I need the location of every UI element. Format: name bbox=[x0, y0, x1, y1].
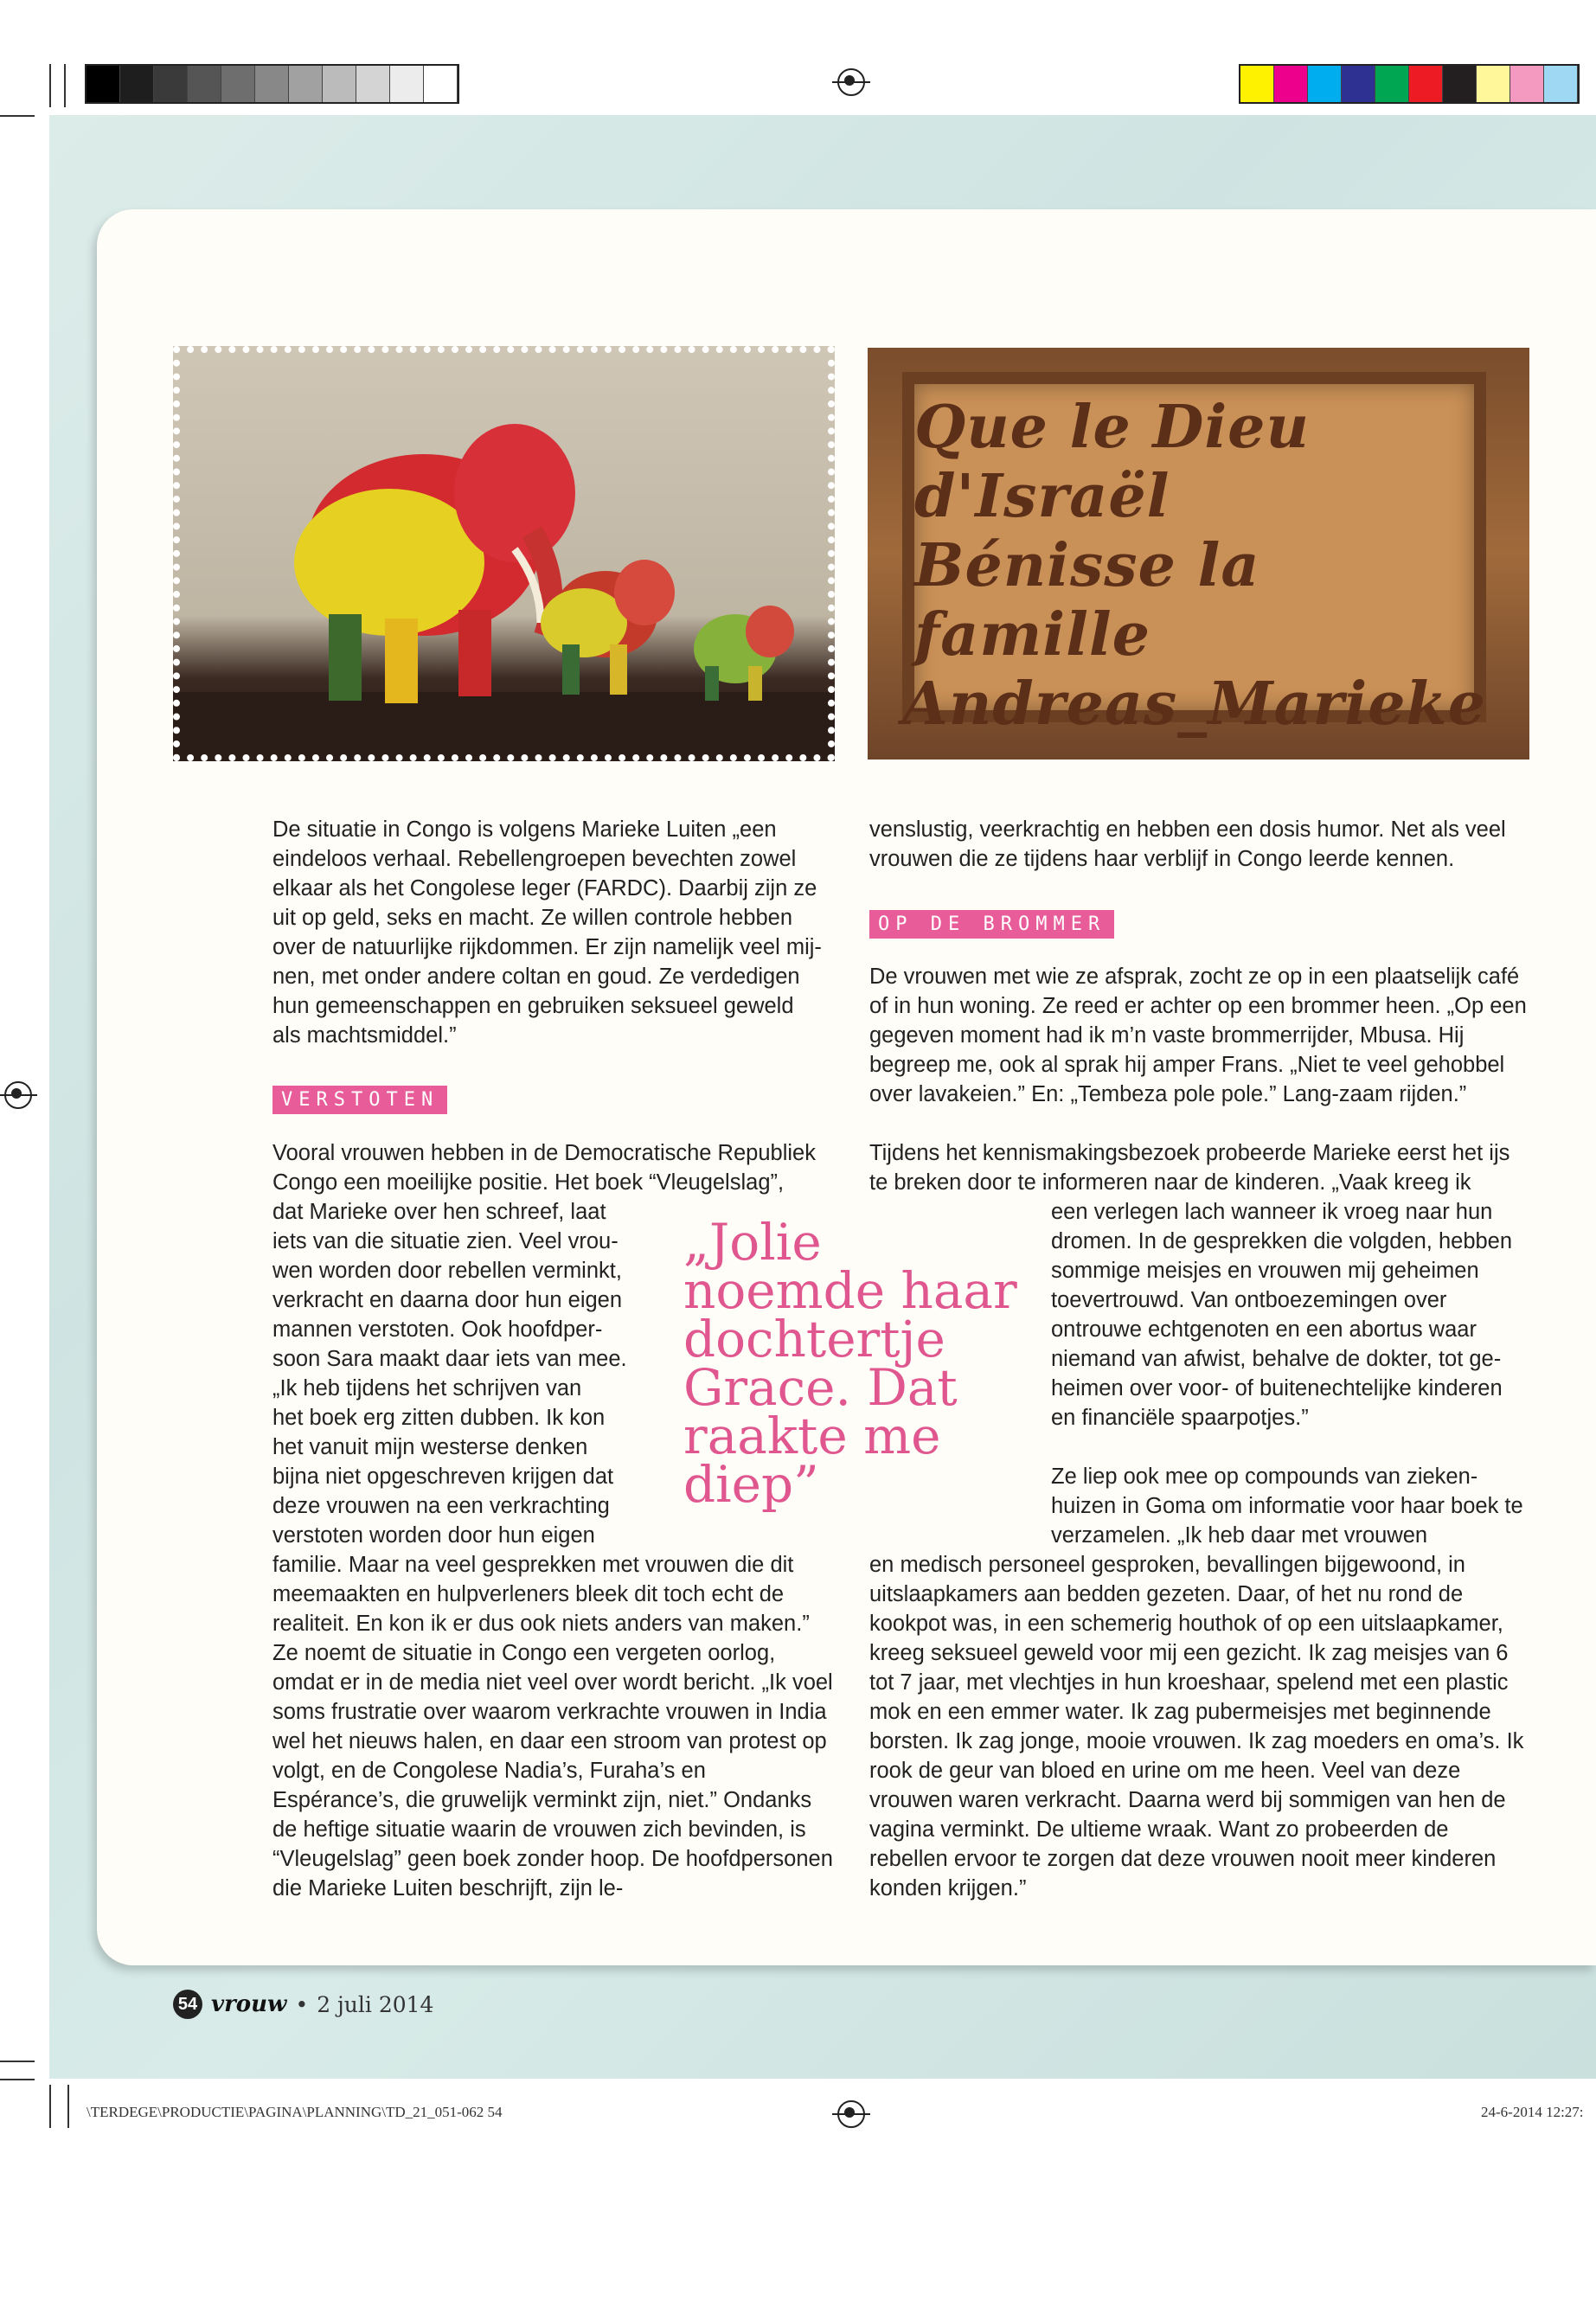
gray-swatch bbox=[120, 66, 154, 102]
color-swatch bbox=[1375, 66, 1409, 102]
color-swatch bbox=[1342, 66, 1375, 102]
right-column-paragraph-3-rest bbox=[869, 1550, 1531, 1903]
plaque-line: Bénisse la famille bbox=[914, 531, 1260, 670]
plaque-photo bbox=[868, 348, 1529, 760]
text-line: Vooral vrouwen hebben in de Democratische Republiek bbox=[272, 1141, 816, 1165]
right-column-paragraph-3-narrow bbox=[1051, 1462, 1527, 1550]
paragraph: en medisch personeel gesproken, bevallingen bijgewoond, in uitslaapkamers aan bedden gezeten. Daar, of het nu rond de kookpot was, in een schemerig houthok of op een uitslaapkamer, kreeg seksueel geweld voor mij een gezicht. Ik zag meisjes van 6 tot 7 jaar, met vlechtjes in hun kroeshaar, spelend met een plastic mok en een emmer water. Ik zag pubermeisjes met beginnende borsten. Ik zag jonge, mooie vrouwen. Ik zag moeders en oma’s. Ik rook de geur van bloed en urine om me heen. Veel van deze vrouwen waren verkracht. Daarna werd bij sommigen van hen de vagina verminkt. De ultieme wraak. Want zo probeerden de rebellen ervoor te zorgen dat deze vrouwen nooit meer kinderen konden krijgen.” bbox=[869, 1553, 1524, 1900]
text-line: soon Sara maakt daar iets van mee. bbox=[272, 1347, 627, 1371]
gray-swatch bbox=[390, 66, 424, 102]
right-column-paragraph-2-narrow bbox=[1051, 1197, 1527, 1433]
heading-label: VERSTOTEN bbox=[272, 1086, 447, 1114]
registration-target-icon bbox=[837, 68, 865, 96]
page-number: 54 bbox=[173, 1990, 202, 2019]
section-heading-verstoten bbox=[272, 1086, 447, 1114]
crop-mark bbox=[0, 2061, 35, 2062]
text-line: Congo een moeilijke positie. Het boek “Vleugelslag”, bbox=[272, 1170, 785, 1195]
crop-mark bbox=[49, 2085, 51, 2128]
gray-swatch bbox=[255, 66, 289, 102]
crop-mark bbox=[0, 115, 35, 117]
left-column-intro bbox=[272, 815, 826, 1050]
gray-swatch bbox=[424, 66, 458, 102]
gray-swatch bbox=[188, 66, 221, 102]
grayscale-color-bar bbox=[85, 64, 459, 104]
footer-separator: • bbox=[295, 1991, 309, 2017]
text-line: iets van die situatie zien. Veel vrou- bbox=[272, 1229, 619, 1253]
page-footer bbox=[173, 1990, 433, 2019]
color-swatch bbox=[1477, 66, 1510, 102]
plaque-line: Que le Dieu d'Israël bbox=[914, 393, 1310, 531]
elephant-figurines-photo bbox=[173, 346, 835, 761]
gray-swatch bbox=[87, 66, 120, 102]
color-swatch bbox=[1409, 66, 1443, 102]
pull-quote: „Jolie noemde haar dochtertje Grace. Dat raakte me diep” bbox=[683, 1213, 1017, 1514]
registration-target-icon bbox=[837, 2100, 865, 2128]
gray-swatch bbox=[356, 66, 390, 102]
crop-mark bbox=[49, 64, 51, 107]
crop-mark bbox=[0, 2079, 35, 2080]
issue-date: 2 juli 2014 bbox=[317, 1991, 434, 2017]
right-column-paragraph-1 bbox=[869, 962, 1527, 1109]
gray-swatch bbox=[323, 66, 356, 102]
paragraph: De vrouwen met wie ze afsprak, zocht ze op in een plaatselijk café of in hun woning. Ze reed er achter op een brommer heen. „Op een gegeven moment had ik m’n vaste brommerrijder, Mbusa. Hij begreep me, ook al sprak hij amper Frans. „Niet te veel gehobbel over lavakeien.” En: „Tembeza pole pole.” Lang-zaam rijden.” bbox=[869, 965, 1527, 1106]
production-timestamp: 24-6-2014 12:27: bbox=[1481, 2104, 1584, 2120]
text-line: het vanuit mijn westerse denken bbox=[272, 1435, 588, 1459]
crop-mark bbox=[64, 64, 66, 107]
embroidered-plaque bbox=[902, 372, 1486, 739]
plaque-line: Andreas_Marieke bbox=[902, 670, 1486, 739]
right-column-intro bbox=[869, 815, 1531, 874]
paragraph: De situatie in Congo is volgens Marieke Luiten „een eindeloos verhaal. Rebellengroepen bevechten zowel elkaar als het Congolese leger (FARDC). Daarbij zijn ze uit op geld, seks en macht. Ze willen controle hebben over de natuurlijke rijkdommen. Er zijn namelijk veel mij-nen, met onder andere coltan en goud. Ze verdedigen hun gemeenschappen en gebruiken seksueel geweld als machtsmiddel.” bbox=[272, 817, 822, 1048]
paragraph: Tijdens het kennismakingsbezoek probeerde Marieke eerst het ijs te breken door te informeren naar de kinderen. „Vaak kreeg ik bbox=[869, 1141, 1510, 1195]
text-line: bijna niet opgeschreven krijgen dat bbox=[272, 1465, 614, 1489]
paragraph: Ze liep ook mee op compounds van zieken-huizen in Goma om informatie voor haar boek te verzamelen. „Ik heb daar met vrouwen bbox=[1051, 1465, 1523, 1548]
text-line: verstoten worden door hun eigen bbox=[272, 1523, 595, 1548]
left-column-rest bbox=[272, 1550, 835, 1903]
magazine-name: vrouw bbox=[211, 1991, 287, 2017]
text-line: deze vrouwen na een verkrachting bbox=[272, 1494, 610, 1518]
heading-label: OP DE BROMMER bbox=[869, 910, 1114, 939]
production-file-path: \TERDEGE\PRODUCTIE\PAGINA\PLANNING\TD_21_051-062 54 bbox=[87, 2104, 503, 2120]
text-line: verkracht en daarna door hun eigen bbox=[272, 1288, 623, 1312]
color-swatch bbox=[1240, 66, 1274, 102]
paragraph: venslustig, veerkrachtig en hebben een dosis humor. Net als veel vrouwen die ze tijdens haar verblijf in Congo leerde kennen. bbox=[869, 817, 1506, 871]
gray-swatch bbox=[289, 66, 323, 102]
right-column-paragraph-2 bbox=[869, 1138, 1527, 1197]
registration-target-icon bbox=[4, 1081, 32, 1109]
text-line: „Ik heb tijdens het schrijven van bbox=[272, 1376, 582, 1400]
color-swatch bbox=[1274, 66, 1308, 102]
text-line: mannen verstoten. Ook hoofdper- bbox=[272, 1317, 603, 1342]
color-swatch bbox=[1443, 66, 1477, 102]
gray-swatch bbox=[221, 66, 255, 102]
paragraph: een verlegen lach wanneer ik vroeg naar hun dromen. In de gesprekken die volgden, hebben sommige meisjes en vrouwen mij geheimen toevertrouwd. Van ontboezemingen over ontrouwe echtgenoten en een abortus waar niemand van afwist, behalve de dokter, tot ge-heimen over voor- of buitenechtelijke kinderen en financiële spaarpotjes.” bbox=[1051, 1200, 1513, 1430]
color-swatch bbox=[1510, 66, 1544, 102]
text-line: dat Marieke over hen schreef, laat bbox=[272, 1200, 606, 1224]
section-heading-op-de-brommer bbox=[869, 910, 1114, 939]
color-swatch bbox=[1308, 66, 1342, 102]
text-line: wen worden door rebellen verminkt, bbox=[272, 1259, 622, 1283]
color-swatch bbox=[1544, 66, 1578, 102]
text-line: het boek erg zitten dubben. Ik kon bbox=[272, 1406, 606, 1430]
elephant-figurines-illustration bbox=[173, 346, 835, 761]
crop-mark bbox=[67, 2085, 69, 2128]
paragraph: familie. Maar na veel gesprekken met vrouwen die dit meemaakten en hulpverleners bleek dit toch echt de realiteit. En kon ik er dus ook niets anders van maken.” Ze noemt de situatie in Congo een vergeten oorlog, omdat er in de media niet veel over wordt bericht. „Ik voel soms frustratie over waarom verkrachte vrouwen in India wel het nieuws halen, en daar een stroom van protest op volgt, en de Congolese Nadia’s, Furaha’s en Espérance’s, die gruwelijk verminkt zijn, niet.” Ondanks de heftige situatie waarin de vrouwen zich bevinden, is “Vleugelslag” geen boek zonder hoop. De hoofdpersonen die Marieke Luiten beschrijft, zijn le- bbox=[272, 1553, 833, 1900]
gray-swatch bbox=[154, 66, 188, 102]
process-color-bar bbox=[1239, 64, 1580, 104]
